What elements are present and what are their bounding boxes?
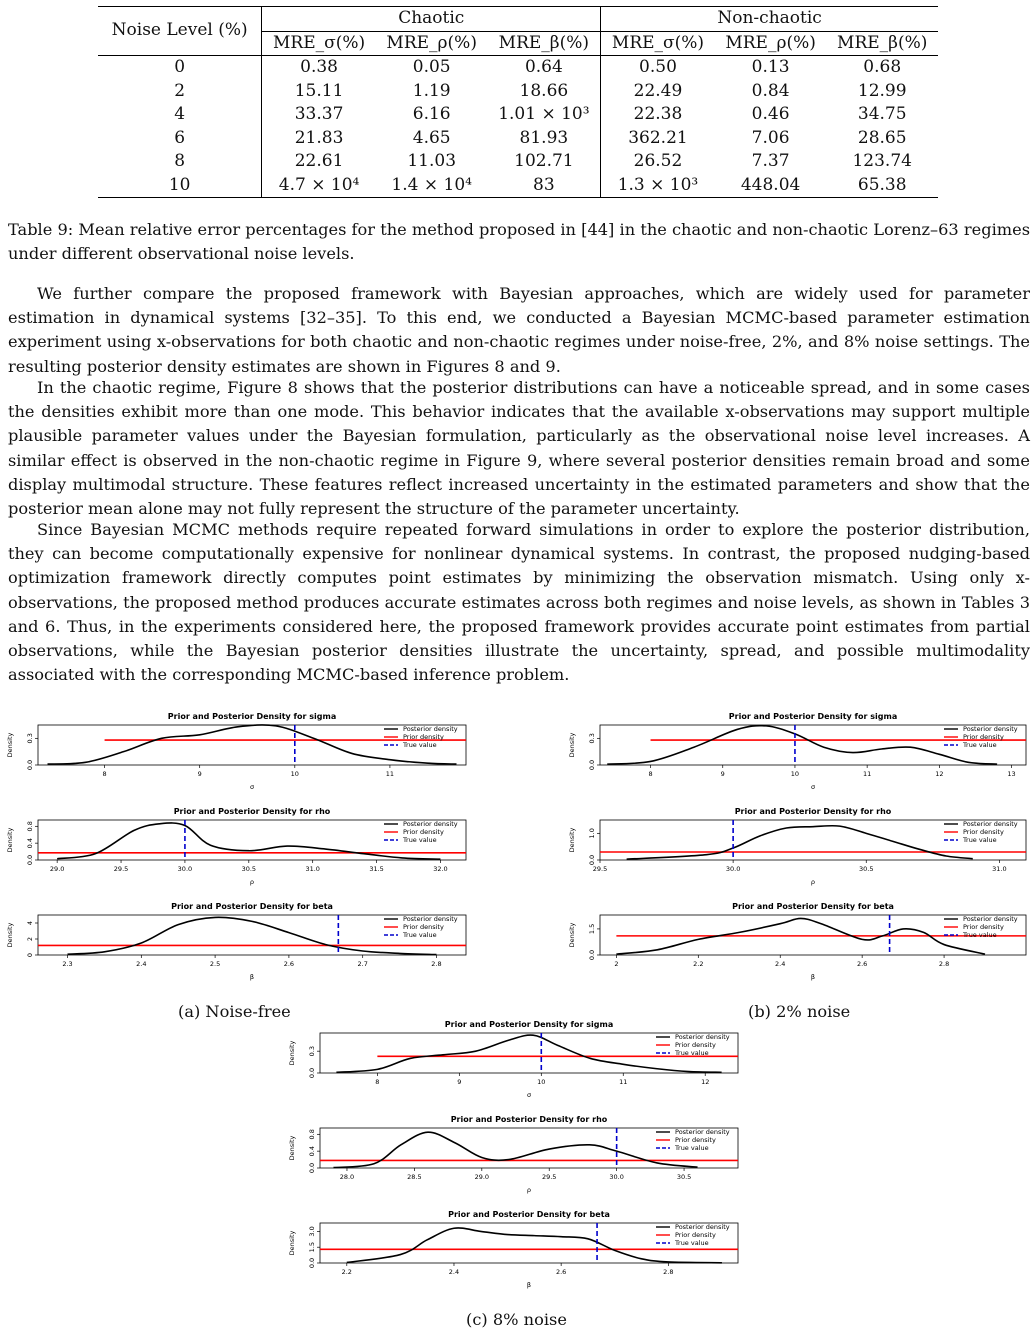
legend-label: Posterior density bbox=[403, 915, 458, 924]
legend-label: Posterior density bbox=[403, 820, 458, 829]
x-tick-label: 11 bbox=[619, 1078, 628, 1086]
x-tick-label: 2.6 bbox=[283, 960, 295, 968]
x-tick-label: 12 bbox=[935, 770, 944, 778]
y-axis-label: Density bbox=[6, 827, 14, 853]
table-cell: 0.46 bbox=[751, 104, 790, 124]
table-cell-noise: 6 bbox=[98, 127, 262, 151]
legend-label: Prior density bbox=[675, 1231, 716, 1240]
x-axis-label: β bbox=[526, 1281, 532, 1289]
table-cell: 0.13 bbox=[751, 57, 790, 77]
chart-panel-8 bbox=[288, 1210, 738, 1289]
legend-label: Prior density bbox=[963, 828, 1004, 837]
table-row bbox=[98, 127, 938, 151]
x-tick-label: 2.6 bbox=[555, 1268, 567, 1276]
x-axis-label: β bbox=[249, 973, 255, 981]
x-tick-label: 31.0 bbox=[992, 865, 1007, 873]
y-axis-label: Density bbox=[568, 732, 576, 758]
x-axis-label: ρ bbox=[526, 1186, 532, 1194]
chart-panel-2 bbox=[6, 902, 466, 981]
x-tick-label: 13 bbox=[1007, 770, 1016, 778]
y-axis-label: Density bbox=[288, 1230, 296, 1256]
table-cell: 0.05 bbox=[412, 57, 451, 77]
y-tick-label: 0.0 bbox=[588, 949, 596, 961]
x-tick-label: 8 bbox=[648, 770, 653, 778]
y-tick-label: 0.3 bbox=[308, 1046, 316, 1057]
x-tick-label: 2.6 bbox=[856, 960, 868, 968]
table-cell-noise: 2 bbox=[98, 80, 262, 104]
paragraph-1: We further compare the proposed framework with Bayesian approaches, which are widely used for parameter estimation in dynamical systems [32–35]. To this end, we conducted a Bayesian MCMC-based parameter estimation experiment using x-observations for both chaotic and non-chaotic regimes under noise-free, 2%, and 8% noise settings. The resulting posterior density estimates are shown in Figures 8 and 9. bbox=[8, 284, 1030, 376]
x-tick-label: 29.0 bbox=[474, 1173, 490, 1181]
x-tick-label: 12 bbox=[701, 1078, 710, 1086]
x-tick-label: 28.0 bbox=[339, 1173, 355, 1181]
x-tick-label: 2.8 bbox=[663, 1268, 674, 1276]
table-cell-noise: 4 bbox=[98, 103, 262, 127]
table-cell-noise: 10 bbox=[98, 174, 262, 198]
legend-label: Prior density bbox=[963, 923, 1004, 932]
y-axis-label: Density bbox=[288, 1040, 296, 1066]
legend-label: Posterior density bbox=[675, 1033, 730, 1042]
legend-label: True value bbox=[675, 1239, 709, 1248]
x-tick-label: 30.0 bbox=[725, 865, 741, 873]
x-axis-label: ρ bbox=[810, 878, 816, 886]
table-cell: 83 bbox=[488, 174, 601, 198]
figure-noise-free bbox=[0, 710, 470, 1000]
x-tick-label: 11 bbox=[385, 770, 395, 778]
x-tick-label: 2.5 bbox=[209, 960, 221, 968]
posterior-density-curve bbox=[333, 1132, 697, 1167]
y-tick-label: 0.0 bbox=[26, 759, 34, 771]
chart-title: Prior and Posterior Density for rho bbox=[734, 807, 892, 816]
x-tick-label: 29.5 bbox=[541, 1173, 557, 1181]
chart-panel-3 bbox=[568, 712, 1026, 791]
legend-label: Posterior density bbox=[963, 725, 1018, 734]
table-row bbox=[98, 150, 938, 174]
x-tick-label: 2.7 bbox=[357, 960, 368, 968]
x-tick-label: 2.4 bbox=[448, 1268, 460, 1276]
table-subheader: MRE_σ(%) bbox=[601, 31, 715, 56]
x-tick-label: 31.0 bbox=[305, 865, 320, 873]
x-tick-label: 2.2 bbox=[341, 1268, 352, 1276]
table-cell: 15.11 bbox=[294, 80, 344, 101]
table-subheader: MRE_σ(%) bbox=[273, 32, 366, 53]
x-tick-label: 2.4 bbox=[775, 960, 786, 968]
y-tick-label: 1.5 bbox=[588, 923, 596, 935]
table-cell: 4.7 × 10⁴ bbox=[262, 174, 376, 198]
table-row bbox=[98, 80, 938, 104]
table-cell: 34.75 bbox=[857, 104, 907, 124]
table-cell: 123.74 bbox=[852, 151, 912, 171]
y-tick-label: 0 bbox=[26, 952, 34, 958]
legend-label: True value bbox=[403, 741, 437, 750]
chart-title: Prior and Posterior Density for beta bbox=[171, 902, 333, 911]
table-cell: 448.04 bbox=[715, 174, 827, 198]
table-header-noise: Noise Level (%) bbox=[98, 7, 262, 56]
legend-label: Prior density bbox=[403, 733, 444, 742]
x-tick-label: 10 bbox=[790, 770, 800, 778]
x-tick-label: 30.5 bbox=[241, 865, 257, 873]
table-cell: 0.50 bbox=[601, 56, 715, 80]
figure-2pct-noise bbox=[562, 710, 1030, 1000]
y-tick-label: 0.3 bbox=[26, 733, 34, 744]
y-tick-label: 0.0 bbox=[308, 1067, 316, 1079]
table-caption: Table 9: Mean relative error percentages for the method proposed in [44] in the chaotic and non-chaotic Lorenz–63 regimes under different observational noise levels. bbox=[8, 220, 1030, 263]
table-subheader: MRE_ρ(%) bbox=[386, 32, 477, 53]
table-cell: 1.19 bbox=[412, 80, 451, 101]
posterior-density-curve bbox=[627, 826, 973, 860]
x-tick-label: 11 bbox=[863, 770, 872, 778]
chart-title: Prior and Posterior Density for rho bbox=[450, 1115, 608, 1124]
table-row bbox=[98, 174, 938, 198]
table-row bbox=[98, 103, 938, 127]
table-row bbox=[98, 56, 938, 80]
paragraph-3: Since Bayesian MCMC methods require repeated forward simulations in order to explore the posterior distribution, they can become computationally expensive for nonlinear dynamical systems. In contrast, the proposed nudging-based optimization framework directly computes point estimates by minimizing the observation mismatch. Using only x-observations, the proposed method produces accurate estimates across both regimes and noise levels, as shown in Tables 3 and 6. Thus, in the experiments considered here, the proposed framework provides accurate point estimates from partial observations, while the Bayesian posterior densities illustrate the uncertainty, spread, and possible multimodality associated with the corresponding MCMC-based inference problem. bbox=[8, 520, 1030, 685]
x-tick-label: 2 bbox=[614, 960, 619, 968]
chart-title: Prior and Posterior Density for beta bbox=[732, 902, 894, 911]
x-axis-label: β bbox=[810, 973, 816, 981]
x-tick-label: 2.3 bbox=[62, 960, 73, 968]
x-axis-label: σ bbox=[249, 783, 255, 791]
x-tick-label: 2.4 bbox=[136, 960, 147, 968]
legend-label: True value bbox=[963, 741, 997, 750]
table-cell: 4.65 bbox=[412, 127, 451, 148]
x-tick-label: 8 bbox=[375, 1078, 380, 1086]
x-tick-label: 9 bbox=[720, 770, 725, 778]
table-cell: 22.38 bbox=[601, 103, 715, 127]
posterior-density-curve bbox=[607, 726, 997, 764]
y-tick-label: 0.8 bbox=[308, 1129, 316, 1140]
legend-label: Prior density bbox=[675, 1136, 716, 1145]
table-cell: 102.71 bbox=[514, 151, 574, 171]
table-cell-noise: 8 bbox=[98, 150, 262, 174]
x-axis-label: σ bbox=[810, 783, 816, 791]
x-axis-label: σ bbox=[526, 1091, 532, 1099]
x-tick-label: 28.5 bbox=[407, 1173, 422, 1181]
table-cell-noise: 0 bbox=[98, 56, 262, 80]
x-tick-label: 9 bbox=[457, 1078, 462, 1086]
y-axis-label: Density bbox=[288, 1135, 296, 1161]
subcaption-a: (a) Noise-free bbox=[178, 1002, 291, 1021]
table-cell: 28.65 bbox=[857, 127, 907, 148]
table-cell: 1.3 × 10³ bbox=[601, 174, 715, 198]
table-cell: 22.49 bbox=[601, 80, 715, 104]
table-cell: 1.01 × 10³ bbox=[498, 104, 590, 124]
legend-label: Posterior density bbox=[403, 725, 458, 734]
table-cell: 7.37 bbox=[751, 151, 790, 171]
y-tick-label: 0.3 bbox=[588, 733, 596, 744]
chart-panel-0 bbox=[6, 712, 466, 791]
legend-label: True value bbox=[675, 1144, 709, 1153]
y-tick-label: 1.0 bbox=[588, 828, 596, 839]
chart-panel-7 bbox=[288, 1115, 738, 1194]
table-group-nonchaotic: Non-chaotic bbox=[601, 7, 938, 32]
table-cell: 0.64 bbox=[524, 57, 563, 77]
legend-label: True value bbox=[403, 836, 437, 845]
x-tick-label: 10 bbox=[290, 770, 299, 778]
legend-label: True value bbox=[675, 1049, 709, 1058]
chart-panel-4 bbox=[568, 807, 1026, 886]
y-tick-label: 0.0 bbox=[26, 854, 34, 866]
chart-panel-5 bbox=[568, 902, 1026, 981]
x-tick-label: 29.5 bbox=[113, 865, 129, 873]
table-cell: 22.61 bbox=[294, 151, 344, 171]
table-cell: 0.38 bbox=[300, 57, 338, 77]
y-tick-label: 0.8 bbox=[26, 821, 34, 832]
x-tick-label: 8 bbox=[102, 770, 107, 778]
figure-8pct-noise bbox=[282, 1018, 742, 1308]
table-cell: 6.16 bbox=[412, 104, 451, 124]
x-tick-label: 31.5 bbox=[369, 865, 384, 873]
plot-frame bbox=[38, 820, 466, 860]
paragraph-2: In the chaotic regime, Figure 8 shows that the posterior distributions can have a noticeable spread, and in some cases the densities exhibit more than one mode. This behavior indicates that the available x-observations may support multiple plausible parameter values under the Bayesian formulation, particularly as the observational noise level increases. A similar effect is observed in the non-chaotic regime in Figure 9, where several posterior densities remain broad and some display multimodal structure. These features reflect increased uncertainty in the estimated parameters and show that the posterior mean alone may not fully represent the structure of the parameter uncertainty. bbox=[8, 378, 1030, 519]
table-cell: 26.52 bbox=[601, 150, 715, 174]
chart-title: Prior and Posterior Density for beta bbox=[448, 1210, 610, 1219]
table-cell: 11.03 bbox=[407, 151, 457, 171]
y-tick-label: 0.0 bbox=[588, 759, 596, 771]
x-tick-label: 2.2 bbox=[693, 960, 704, 968]
legend-label: True value bbox=[403, 931, 437, 940]
chart-panel-6 bbox=[288, 1020, 738, 1099]
table-subheader: MRE_ρ(%) bbox=[725, 32, 816, 53]
posterior-density-curve bbox=[57, 823, 440, 859]
y-tick-label: 2 bbox=[26, 936, 34, 942]
legend-label: Prior density bbox=[403, 828, 444, 837]
chart-title: Prior and Posterior Density for sigma bbox=[728, 712, 898, 721]
table-cell: 12.99 bbox=[857, 80, 907, 101]
x-tick-label: 2.8 bbox=[938, 960, 950, 968]
x-tick-label: 9 bbox=[197, 770, 202, 778]
legend-label: Posterior density bbox=[675, 1223, 730, 1232]
x-tick-label: 29.0 bbox=[49, 865, 65, 873]
x-tick-label: 30.5 bbox=[676, 1173, 692, 1181]
x-tick-label: 10 bbox=[537, 1078, 546, 1086]
table-cell: 0.84 bbox=[751, 80, 790, 101]
legend-label: True value bbox=[963, 931, 997, 940]
results-table bbox=[98, 6, 938, 198]
legend-label: Posterior density bbox=[675, 1128, 730, 1137]
legend-label: True value bbox=[963, 836, 997, 845]
table-cell: 1.4 × 10⁴ bbox=[376, 174, 488, 198]
legend-label: Posterior density bbox=[963, 915, 1018, 924]
table-group-chaotic: Chaotic bbox=[262, 7, 601, 32]
y-axis-label: Density bbox=[6, 922, 14, 948]
y-tick-label: 4 bbox=[26, 920, 34, 926]
table-subheader: MRE_β(%) bbox=[837, 32, 928, 53]
y-tick-label: 0.0 bbox=[308, 1257, 316, 1269]
x-tick-label: 29.5 bbox=[592, 865, 608, 873]
table-subheader: MRE_β(%) bbox=[498, 32, 590, 53]
subcaption-c: (c) 8% noise bbox=[466, 1310, 567, 1329]
subcaption-b: (b) 2% noise bbox=[748, 1002, 851, 1021]
legend-label: Posterior density bbox=[963, 820, 1018, 829]
table-cell: 7.06 bbox=[751, 127, 790, 148]
y-axis-label: Density bbox=[568, 827, 576, 853]
table-cell: 18.66 bbox=[519, 80, 569, 101]
table-cell: 21.83 bbox=[294, 127, 344, 148]
chart-title: Prior and Posterior Density for sigma bbox=[167, 712, 337, 721]
chart-title: Prior and Posterior Density for rho bbox=[173, 807, 331, 816]
table-cell: 33.37 bbox=[294, 104, 344, 124]
y-axis-label: Density bbox=[6, 732, 14, 758]
y-tick-label: 0.0 bbox=[308, 1162, 316, 1174]
legend-label: Prior density bbox=[675, 1041, 716, 1050]
x-tick-label: 32.0 bbox=[433, 865, 448, 873]
table-cell: 65.38 bbox=[826, 174, 938, 198]
posterior-density-curve bbox=[48, 725, 457, 764]
x-tick-label: 30.5 bbox=[859, 865, 874, 873]
y-tick-label: 0.4 bbox=[26, 837, 34, 849]
y-axis-label: Density bbox=[568, 922, 576, 948]
legend-label: Prior density bbox=[403, 923, 444, 932]
x-tick-label: 2.8 bbox=[431, 960, 442, 968]
chart-panel-1 bbox=[6, 807, 466, 886]
x-tick-label: 30.0 bbox=[609, 1173, 624, 1181]
y-tick-label: 0.4 bbox=[308, 1145, 316, 1157]
x-axis-label: ρ bbox=[249, 878, 255, 886]
legend-label: Prior density bbox=[963, 733, 1004, 742]
table-cell: 362.21 bbox=[601, 127, 715, 151]
table-cell: 0.68 bbox=[863, 57, 902, 77]
y-tick-label: 3.0 bbox=[308, 1226, 316, 1237]
posterior-density-curve bbox=[68, 917, 437, 954]
y-tick-label: 1.5 bbox=[308, 1242, 316, 1253]
table-cell: 81.93 bbox=[519, 127, 569, 148]
posterior-density-curve bbox=[347, 1228, 722, 1263]
y-tick-label: 0.0 bbox=[588, 854, 596, 866]
x-tick-label: 30.0 bbox=[177, 865, 193, 873]
chart-title: Prior and Posterior Density for sigma bbox=[444, 1020, 614, 1029]
